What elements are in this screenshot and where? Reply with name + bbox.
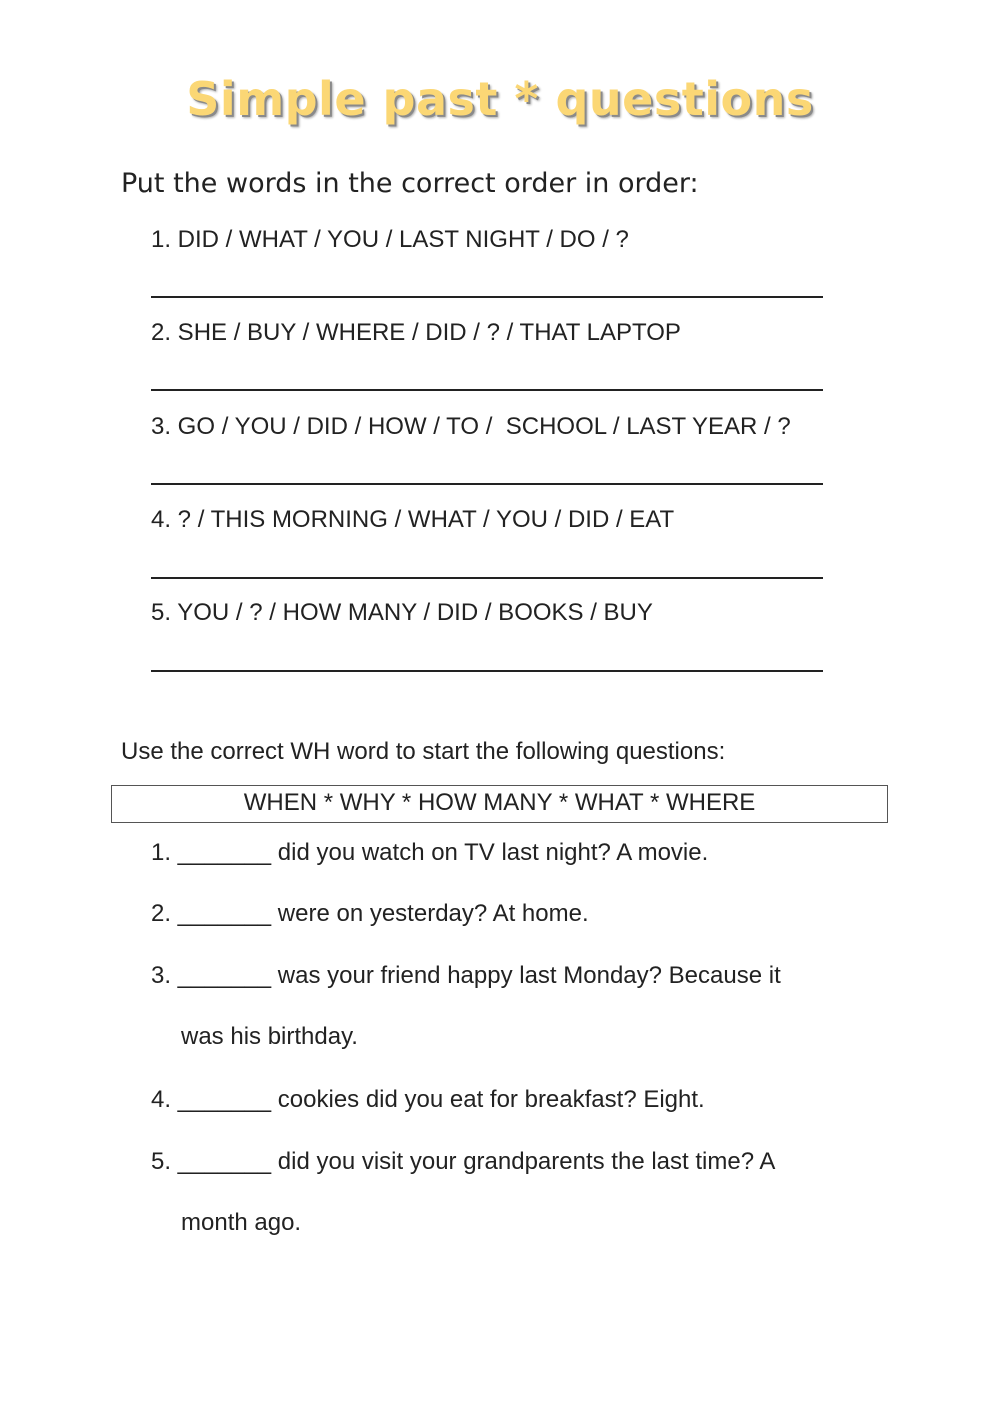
- answer-line-3[interactable]: [151, 483, 823, 485]
- wh-question-1[interactable]: 1. _______ did you watch on TV last night? A movie.: [151, 839, 709, 866]
- word-bank: WHEN * WHY * HOW MANY * WHAT * WHERE: [111, 785, 888, 823]
- wh-question-2[interactable]: 2. _______ were on yesterday? At home.: [151, 900, 589, 927]
- wh-question-3[interactable]: 3. _______ was your friend happy last Monday? Because it: [151, 962, 781, 989]
- answer-line-5[interactable]: [151, 670, 823, 672]
- wh-question-4[interactable]: 4. _______ cookies did you eat for breakfast? Eight.: [151, 1086, 705, 1113]
- page-title: Simple past * questions: [186, 72, 814, 126]
- section1-instruction: Put the words in the correct order in order:: [121, 168, 699, 199]
- wh-question-5-continued: month ago.: [181, 1209, 302, 1236]
- answer-line-1[interactable]: [151, 296, 823, 298]
- wh-question-3-continued: was his birthday.: [181, 1023, 358, 1050]
- section2-instruction: Use the correct WH word to start the following questions:: [121, 738, 726, 765]
- scramble-item-2: 2. SHE / BUY / WHERE / DID / ? / THAT LAPTOP: [151, 319, 681, 346]
- scramble-item-3: 3. GO / YOU / DID / HOW / TO / SCHOOL / LAST YEAR / ?: [151, 413, 791, 440]
- scramble-item-1: 1. DID / WHAT / YOU / LAST NIGHT / DO / ?: [151, 226, 629, 253]
- scramble-item-5: 5. YOU / ? / HOW MANY / DID / BOOKS / BUY: [151, 599, 653, 626]
- answer-line-2[interactable]: [151, 389, 823, 391]
- wh-question-5[interactable]: 5. _______ did you visit your grandparents the last time? A: [151, 1148, 776, 1175]
- answer-line-4[interactable]: [151, 577, 823, 579]
- scramble-item-4: 4. ? / THIS MORNING / WHAT / YOU / DID / EAT: [151, 506, 675, 533]
